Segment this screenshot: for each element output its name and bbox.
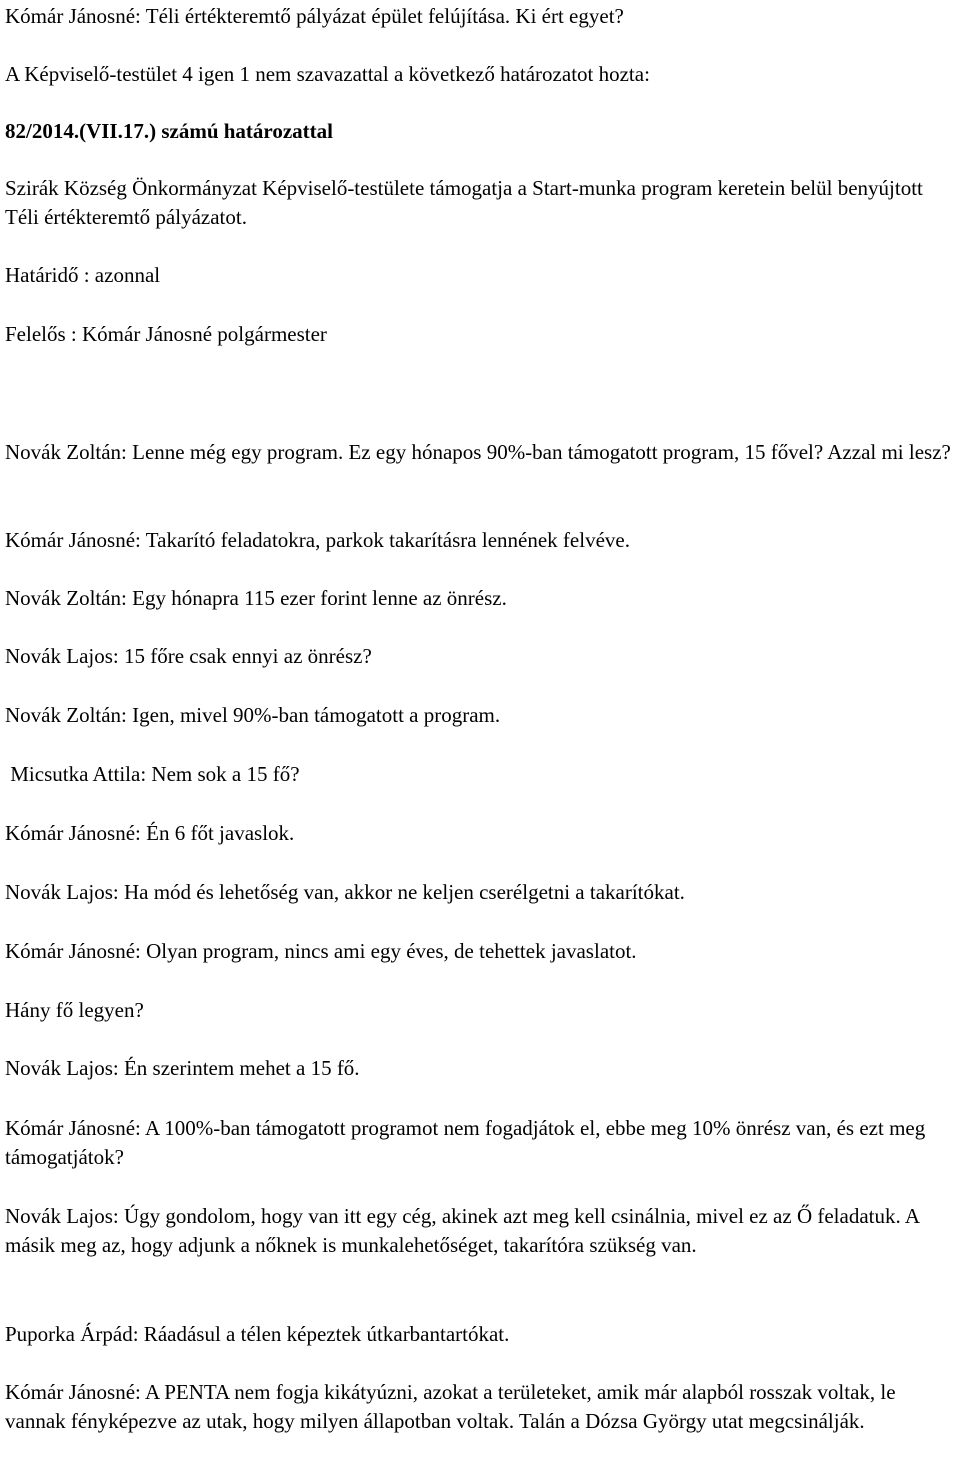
paragraph-responsible: Felelős : Kómár Jánosné polgármester — [5, 322, 327, 346]
paragraph-vote-question: Kómár Jánosné: Téli értékteremtő pályázat épület felújítása. Ki ért egyet? — [5, 4, 624, 28]
paragraph-novak-lajos-1: Novák Lajos: 15 főre csak ennyi az önrész? — [5, 644, 372, 668]
paragraph-komar-4: Kómár Jánosné: A 100%-ban támogatott programot nem fogadjátok el, ebbe meg 10% önrész van, és ezt meg támogatjátok? — [5, 1116, 926, 1169]
paragraph-puporka: Puporka Árpád: Ráadásul a télen képeztek útkarbantartókat. — [5, 1322, 510, 1346]
paragraph-novak-lajos-3: Novák Lajos: Én szerintem mehet a 15 fő. — [5, 1056, 360, 1080]
paragraph-micsutka: Micsutka Attila: Nem sok a 15 fő? — [5, 762, 300, 786]
paragraph-komar-5: Kómár Jánosné: A PENTA nem fogja kikátyúzni, azokat a területeket, amik már alapból rosszak voltak, le vannak fényképezve az utak, hogy milyen állapotban voltak. Talán a Dózsa György utat megcsinálják. — [5, 1380, 896, 1433]
paragraph-novak-zoltan-2: Novák Zoltán: Egy hónapra 115 ezer forint lenne az önrész. — [5, 586, 507, 610]
paragraph-question: Hány fő legyen? — [5, 998, 144, 1022]
paragraph-komar-1: Kómár Jánosné: Takarító feladatokra, parkok takarításra lennének felvéve. — [5, 528, 630, 552]
paragraph-komar-2: Kómár Jánosné: Én 6 főt javaslok. — [5, 821, 295, 845]
paragraph-novak-lajos-4: Novák Lajos: Úgy gondolom, hogy van itt egy cég, akinek azt meg kell csinálnia, mivel ez az Ő feladatuk. A másik meg az, hogy adjunk a nőknek is munkalehetőséget, takarítóra szükség van. — [5, 1204, 919, 1257]
paragraph-vote-result: A Képviselő-testület 4 igen 1 nem szavazattal a következő határozatot hozta: — [5, 62, 650, 86]
paragraph-deadline: Határidő : azonnal — [5, 263, 161, 287]
paragraph-novak-zoltan-3: Novák Zoltán: Igen, mivel 90%-ban támogatott a program. — [5, 703, 501, 727]
paragraph-komar-3: Kómár Jánosné: Olyan program, nincs ami egy éves, de tehettek javaslatot. — [5, 939, 637, 963]
paragraph-novak-zoltan-1: Novák Zoltán: Lenne még egy program. Ez egy hónapos 90%-ban támogatott program, 15 fővel? Azzal mi lesz? — [5, 440, 951, 464]
paragraph-novak-lajos-2: Novák Lajos: Ha mód és lehetőség van, akkor ne keljen cserélgetni a takarítókat. — [5, 880, 685, 904]
resolution-number-heading: 82/2014.(VII.17.) számú határozattal — [5, 119, 334, 143]
paragraph-resolution-text: Szirák Község Önkormányzat Képviselő-testülete támogatja a Start-munka program keretein belül benyújtott Téli értékteremtő pályázatot. — [5, 176, 923, 229]
